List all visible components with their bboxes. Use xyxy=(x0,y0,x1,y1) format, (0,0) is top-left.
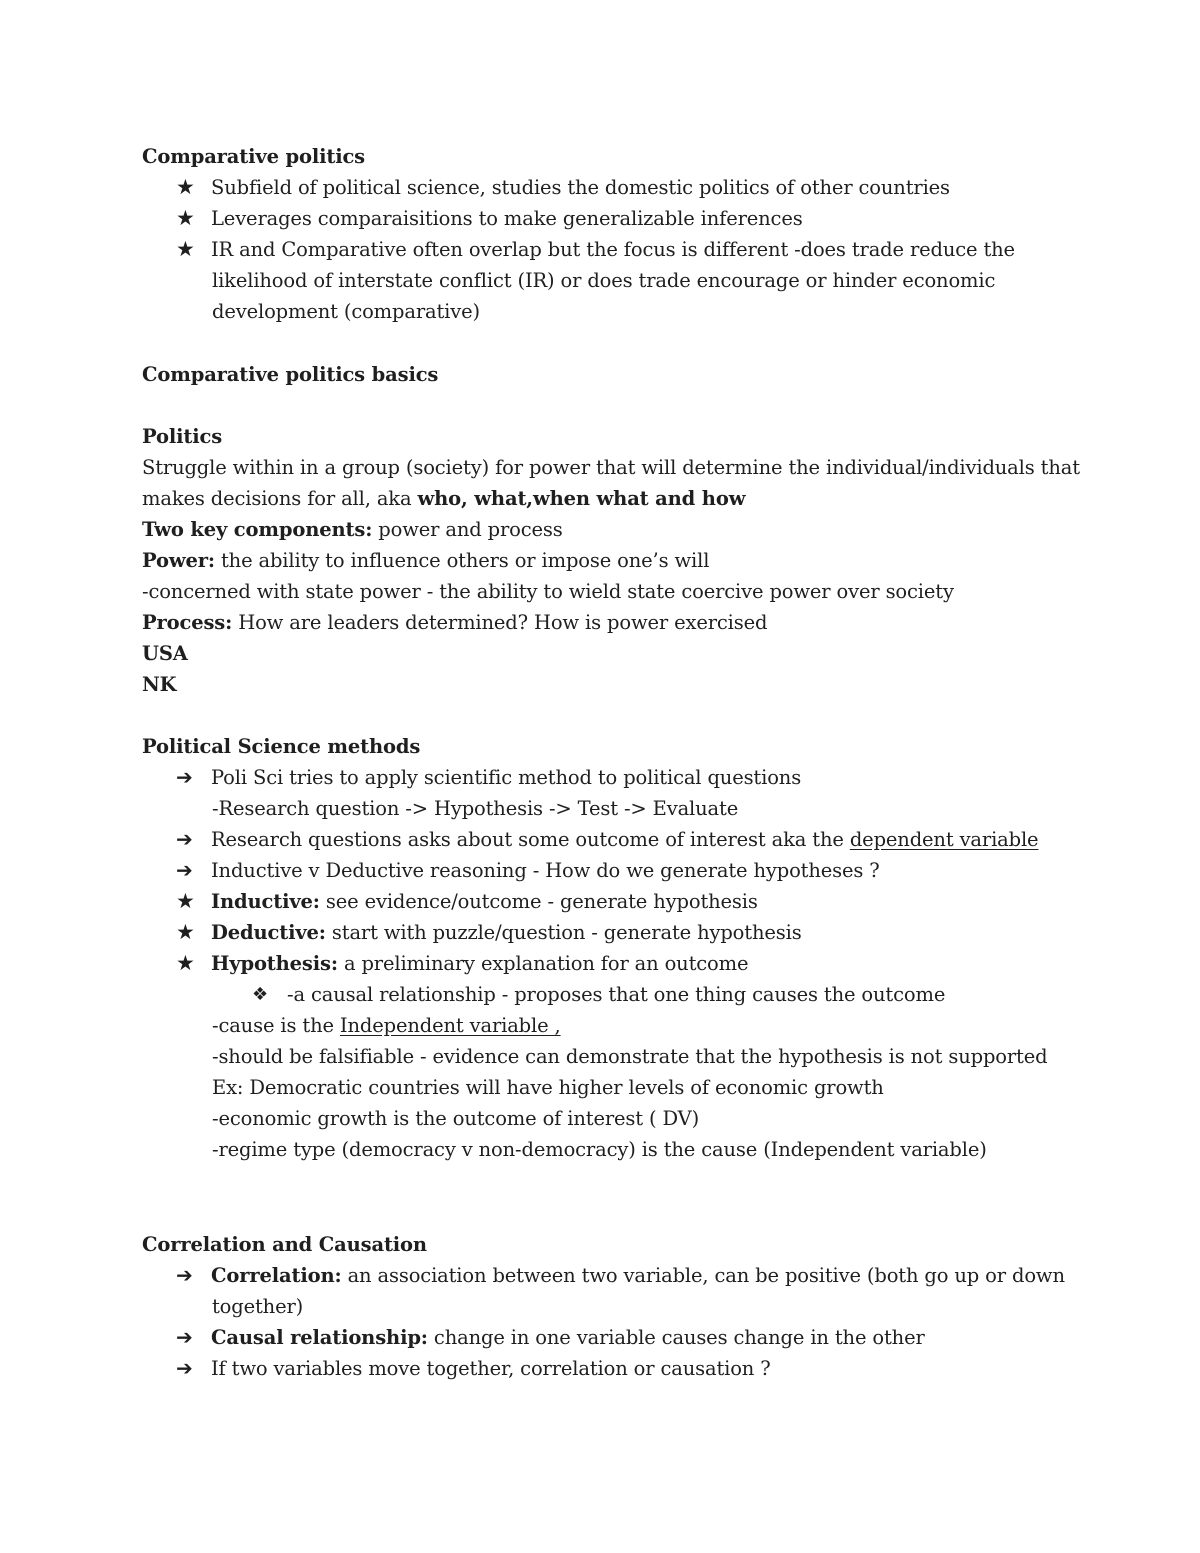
politics-heading: Politics xyxy=(142,425,223,448)
cause-independent-variable-line xyxy=(212,1010,1092,1041)
power-text: the ability to influence others or impose one’s will xyxy=(214,549,710,572)
comparative-politics-bullet-3-continued-2: development (comparative) xyxy=(212,300,480,323)
power-label: Power: xyxy=(142,549,215,572)
comparative-politics-basics-heading: Comparative politics basics xyxy=(142,363,439,386)
two-key-components-text: power and process xyxy=(372,518,563,541)
comparative-politics-bullet-3-continued-1: likelihood of interstate conflict (IR) or does trade encourage or hinder economic xyxy=(212,269,996,292)
correlation-text: an association between two variable, can be positive (both go up or down xyxy=(341,1264,1065,1287)
arrow-right-icon: ➔ xyxy=(176,765,193,789)
hypothesis-definition xyxy=(211,948,748,979)
outcome-line: -economic growth is the outcome of interest ( DV) xyxy=(212,1107,700,1130)
correlation-question-text: If two variables move together, correlation or causation ? xyxy=(211,1357,771,1380)
methods-star-item-inductive xyxy=(176,886,1086,917)
hypothesis-label: Hypothesis: xyxy=(211,952,338,975)
causal-relationship-definition-text: change in one variable causes change in the other xyxy=(427,1326,925,1349)
inductive-definition xyxy=(211,886,758,917)
causal-relationship-arrow-item xyxy=(176,1322,1086,1353)
politics-definition-bold-text: who, what,when what and how xyxy=(417,487,746,510)
politics-definition-normal-text: makes decisions for all, aka xyxy=(142,487,418,510)
politics-definition-line-1: Struggle within in a group (society) for power that will determine the individual/individuals that xyxy=(142,456,1080,479)
arrow-right-icon: ➔ xyxy=(176,1325,193,1349)
star-icon: ★ xyxy=(176,237,195,261)
process-label: Process: xyxy=(142,611,233,634)
arrow-right-icon: ➔ xyxy=(176,858,193,882)
methods-arrow-item-research xyxy=(176,824,1086,855)
process-definition-line xyxy=(142,607,1102,638)
deductive-label: Deductive: xyxy=(211,921,326,944)
methods-reasoning-text: Inductive v Deductive reasoning - How do we generate hypotheses ? xyxy=(211,859,880,882)
arrow-right-icon: ➔ xyxy=(176,1356,193,1380)
inductive-label: Inductive: xyxy=(211,890,320,913)
inductive-text: see evidence/outcome - generate hypothesis xyxy=(319,890,758,913)
example-line: Ex: Democratic countries will have higher levels of economic growth xyxy=(212,1076,884,1099)
two-key-components-line xyxy=(142,514,1102,545)
deductive-definition xyxy=(211,917,802,948)
star-icon: ★ xyxy=(176,920,195,944)
politics-definition-line-2 xyxy=(142,483,1102,514)
methods-arrow-item-apply xyxy=(176,762,1086,793)
bullet-text: Subfield of political science, studies the domestic politics of other countries xyxy=(211,176,950,199)
dependent-variable-text: dependent variable xyxy=(849,828,1039,851)
star-icon: ★ xyxy=(176,951,195,975)
two-key-components-label: Two key components: xyxy=(142,518,373,541)
methods-sequence-line: -Research question -> Hypothesis -> Test -> Evaluate xyxy=(212,797,739,820)
arrow-right-icon: ➔ xyxy=(176,827,193,851)
correlation-continued-line: together) xyxy=(212,1295,304,1318)
causal-relationship-text: -a causal relationship - proposes that one thing causes the outcome xyxy=(287,983,946,1006)
methods-arrow-item-reasoning xyxy=(176,855,1086,886)
methods-research-text xyxy=(211,824,1038,855)
comparative-politics-heading: Comparative politics xyxy=(142,145,366,168)
diamond-bullet-icon: ❖ xyxy=(252,984,268,1005)
power-definition-line xyxy=(142,545,1102,576)
research-question-prefix: Research questions asks about some outcome of interest aka the xyxy=(211,828,850,851)
political-science-methods-heading: Political Science methods xyxy=(142,735,421,758)
star-icon: ★ xyxy=(176,889,195,913)
causal-relationship-diamond-item xyxy=(252,979,1102,1010)
causal-relationship-definition xyxy=(211,1322,925,1353)
star-icon: ★ xyxy=(176,206,195,230)
methods-apply-text: Poli Sci tries to apply scientific method to political questions xyxy=(211,766,802,789)
deductive-text: start with puzzle/question - generate hypothesis xyxy=(325,921,802,944)
comparative-politics-bullet-2 xyxy=(176,203,1086,234)
correlation-question-arrow-item xyxy=(176,1353,1086,1384)
falsifiable-line: -should be falsifiable - evidence can demonstrate that the hypothesis is not supported xyxy=(212,1045,1048,1068)
state-power-line: -concerned with state power - the ability to wield state coercive power over society xyxy=(142,580,954,603)
star-icon: ★ xyxy=(176,175,195,199)
comparative-politics-bullet-3 xyxy=(176,234,1086,265)
correlation-arrow-item xyxy=(176,1260,1086,1291)
bullet-text: Leverages comparaisitions to make generalizable inferences xyxy=(211,207,803,230)
causal-relationship-label: Causal relationship: xyxy=(211,1326,428,1349)
hypothesis-text: a preliminary explanation for an outcome xyxy=(337,952,749,975)
process-text: How are leaders determined? How is power exercised xyxy=(232,611,768,634)
correlation-causation-heading: Correlation and Causation xyxy=(142,1233,427,1256)
arrow-right-icon: ➔ xyxy=(176,1263,193,1287)
methods-star-item-hypothesis xyxy=(176,948,1086,979)
methods-star-item-deductive xyxy=(176,917,1086,948)
correlation-definition xyxy=(211,1260,1065,1291)
regime-type-line: -regime type (democracy v non-democracy) is the cause (Independent variable) xyxy=(212,1138,987,1161)
comparative-politics-bullet-1 xyxy=(176,172,1086,203)
usa-label: USA xyxy=(142,642,188,665)
independent-variable-text: Independent variable , xyxy=(339,1014,561,1037)
bullet-text: IR and Comparative often overlap but the focus is different -does trade reduce the xyxy=(211,238,1015,261)
cause-prefix: -cause is the xyxy=(212,1014,340,1037)
nk-label: NK xyxy=(142,673,177,696)
correlation-label: Correlation: xyxy=(211,1264,342,1287)
